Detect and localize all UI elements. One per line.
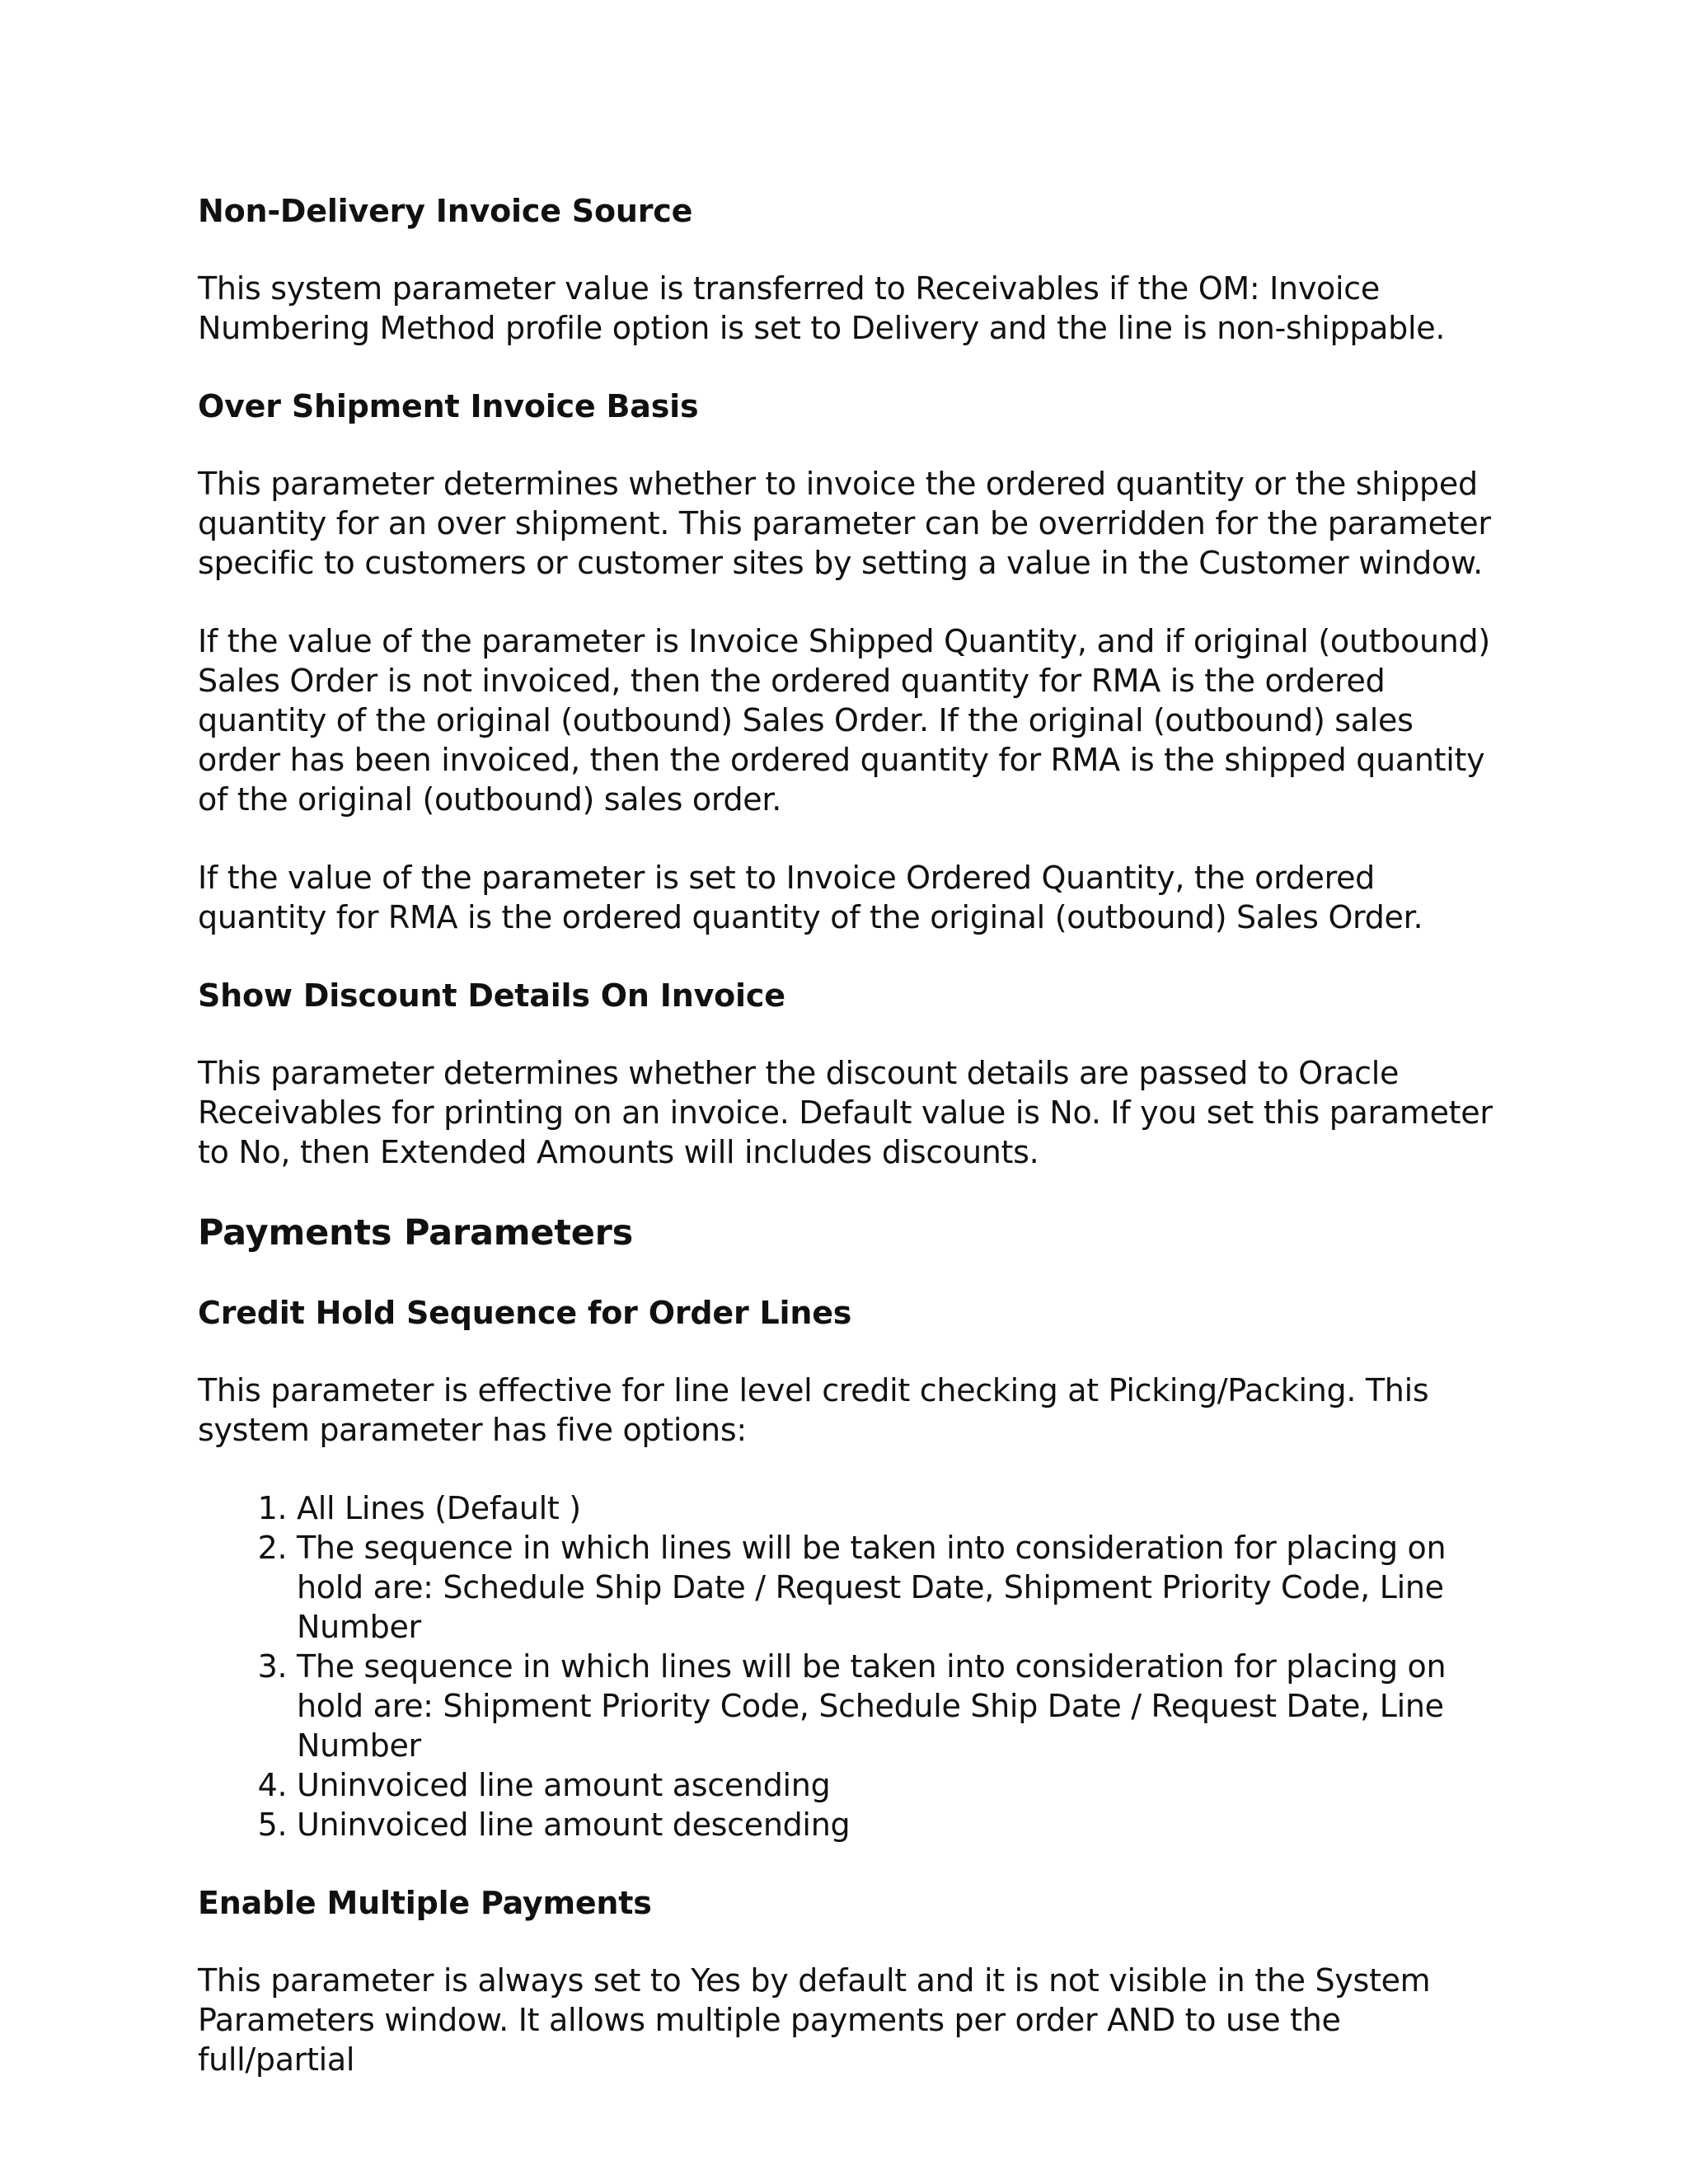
section-non-delivery-invoice-source — [198, 191, 1500, 348]
paragraph-over-shipment-1: This parameter determines whether to invoice the ordered quantity or the shipped quantity for an over shipment. This parameter can be overridden for the parameter specific to customers or customer sites by setting a value in the Customer window. — [198, 466, 1491, 581]
list-item: 4. Uninvoiced line amount ascending — [297, 1765, 1500, 1805]
paragraph-credit-hold-1: This parameter is effective for line level credit checking at Picking/Packing. This system parameter has five options: — [198, 1372, 1429, 1448]
section-credit-hold-sequence — [198, 1293, 1500, 1844]
credit-hold-options-list — [198, 1488, 1500, 1844]
paragraph-multiple-payments-1: This parameter is always set to Yes by default and it is not visible in the System Parameters window. It allows multiple payments per order AND to use the full/partial — [198, 1962, 1431, 2078]
list-item: 3. The sequence in which lines will be taken into consideration for placing on hold are: Shipment Priority Code, Schedule Ship Date / Request Date, Line Number — [297, 1647, 1500, 1765]
heading-over-shipment-invoice-basis: Over Shipment Invoice Basis — [198, 388, 699, 424]
heading-enable-multiple-payments: Enable Multiple Payments — [198, 1885, 652, 1921]
heading-credit-hold-sequence: Credit Hold Sequence for Order Lines — [198, 1295, 852, 1331]
paragraph-over-shipment-2: If the value of the parameter is Invoice Shipped Quantity, and if original (outbound) Sales Order is not invoiced, then the ordered quantity for RMA is the ordered quantity of the original (outbound) Sales Order. If the original (outbound) sales order has been invoiced, then the ordered quantity for RMA is the shipped quantity of the original (outbound) sales order. — [198, 623, 1490, 818]
heading-show-discount-details: Show Discount Details On Invoice — [198, 977, 785, 1014]
paragraph-over-shipment-3: If the value of the parameter is set to Invoice Ordered Quantity, the ordered quantity for RMA is the ordered quantity of the original (outbound) Sales Order. — [198, 860, 1423, 935]
paragraph-non-delivery-1: This system parameter value is transferred to Receivables if the OM: Invoice Numbering Method profile option is set to Delivery and the line is non-shippable. — [198, 270, 1446, 346]
list-item: 1. All Lines (Default ) — [297, 1488, 1500, 1528]
paragraph-show-discount-1: This parameter determines whether the discount details are passed to Oracle Receivables for printing on an invoice. Default value is No. If you set this parameter to No, then Extended Amounts will includes discounts. — [198, 1055, 1493, 1170]
list-item: 2. The sequence in which lines will be taken into consideration for placing on hold are: Schedule Ship Date / Request Date, Shipment Priority Code, Line Number — [297, 1528, 1500, 1647]
section-over-shipment-invoice-basis — [198, 387, 1500, 937]
document-page — [198, 191, 1500, 2118]
heading-non-delivery-invoice-source: Non-Delivery Invoice Source — [198, 193, 693, 229]
list-item: 5. Uninvoiced line amount descending — [297, 1805, 1500, 1844]
section-payments-parameters — [198, 1211, 1500, 1255]
section-show-discount-details — [198, 976, 1500, 1172]
section-enable-multiple-payments — [198, 1883, 1500, 2079]
heading-payments-parameters: Payments Parameters — [198, 1212, 634, 1254]
